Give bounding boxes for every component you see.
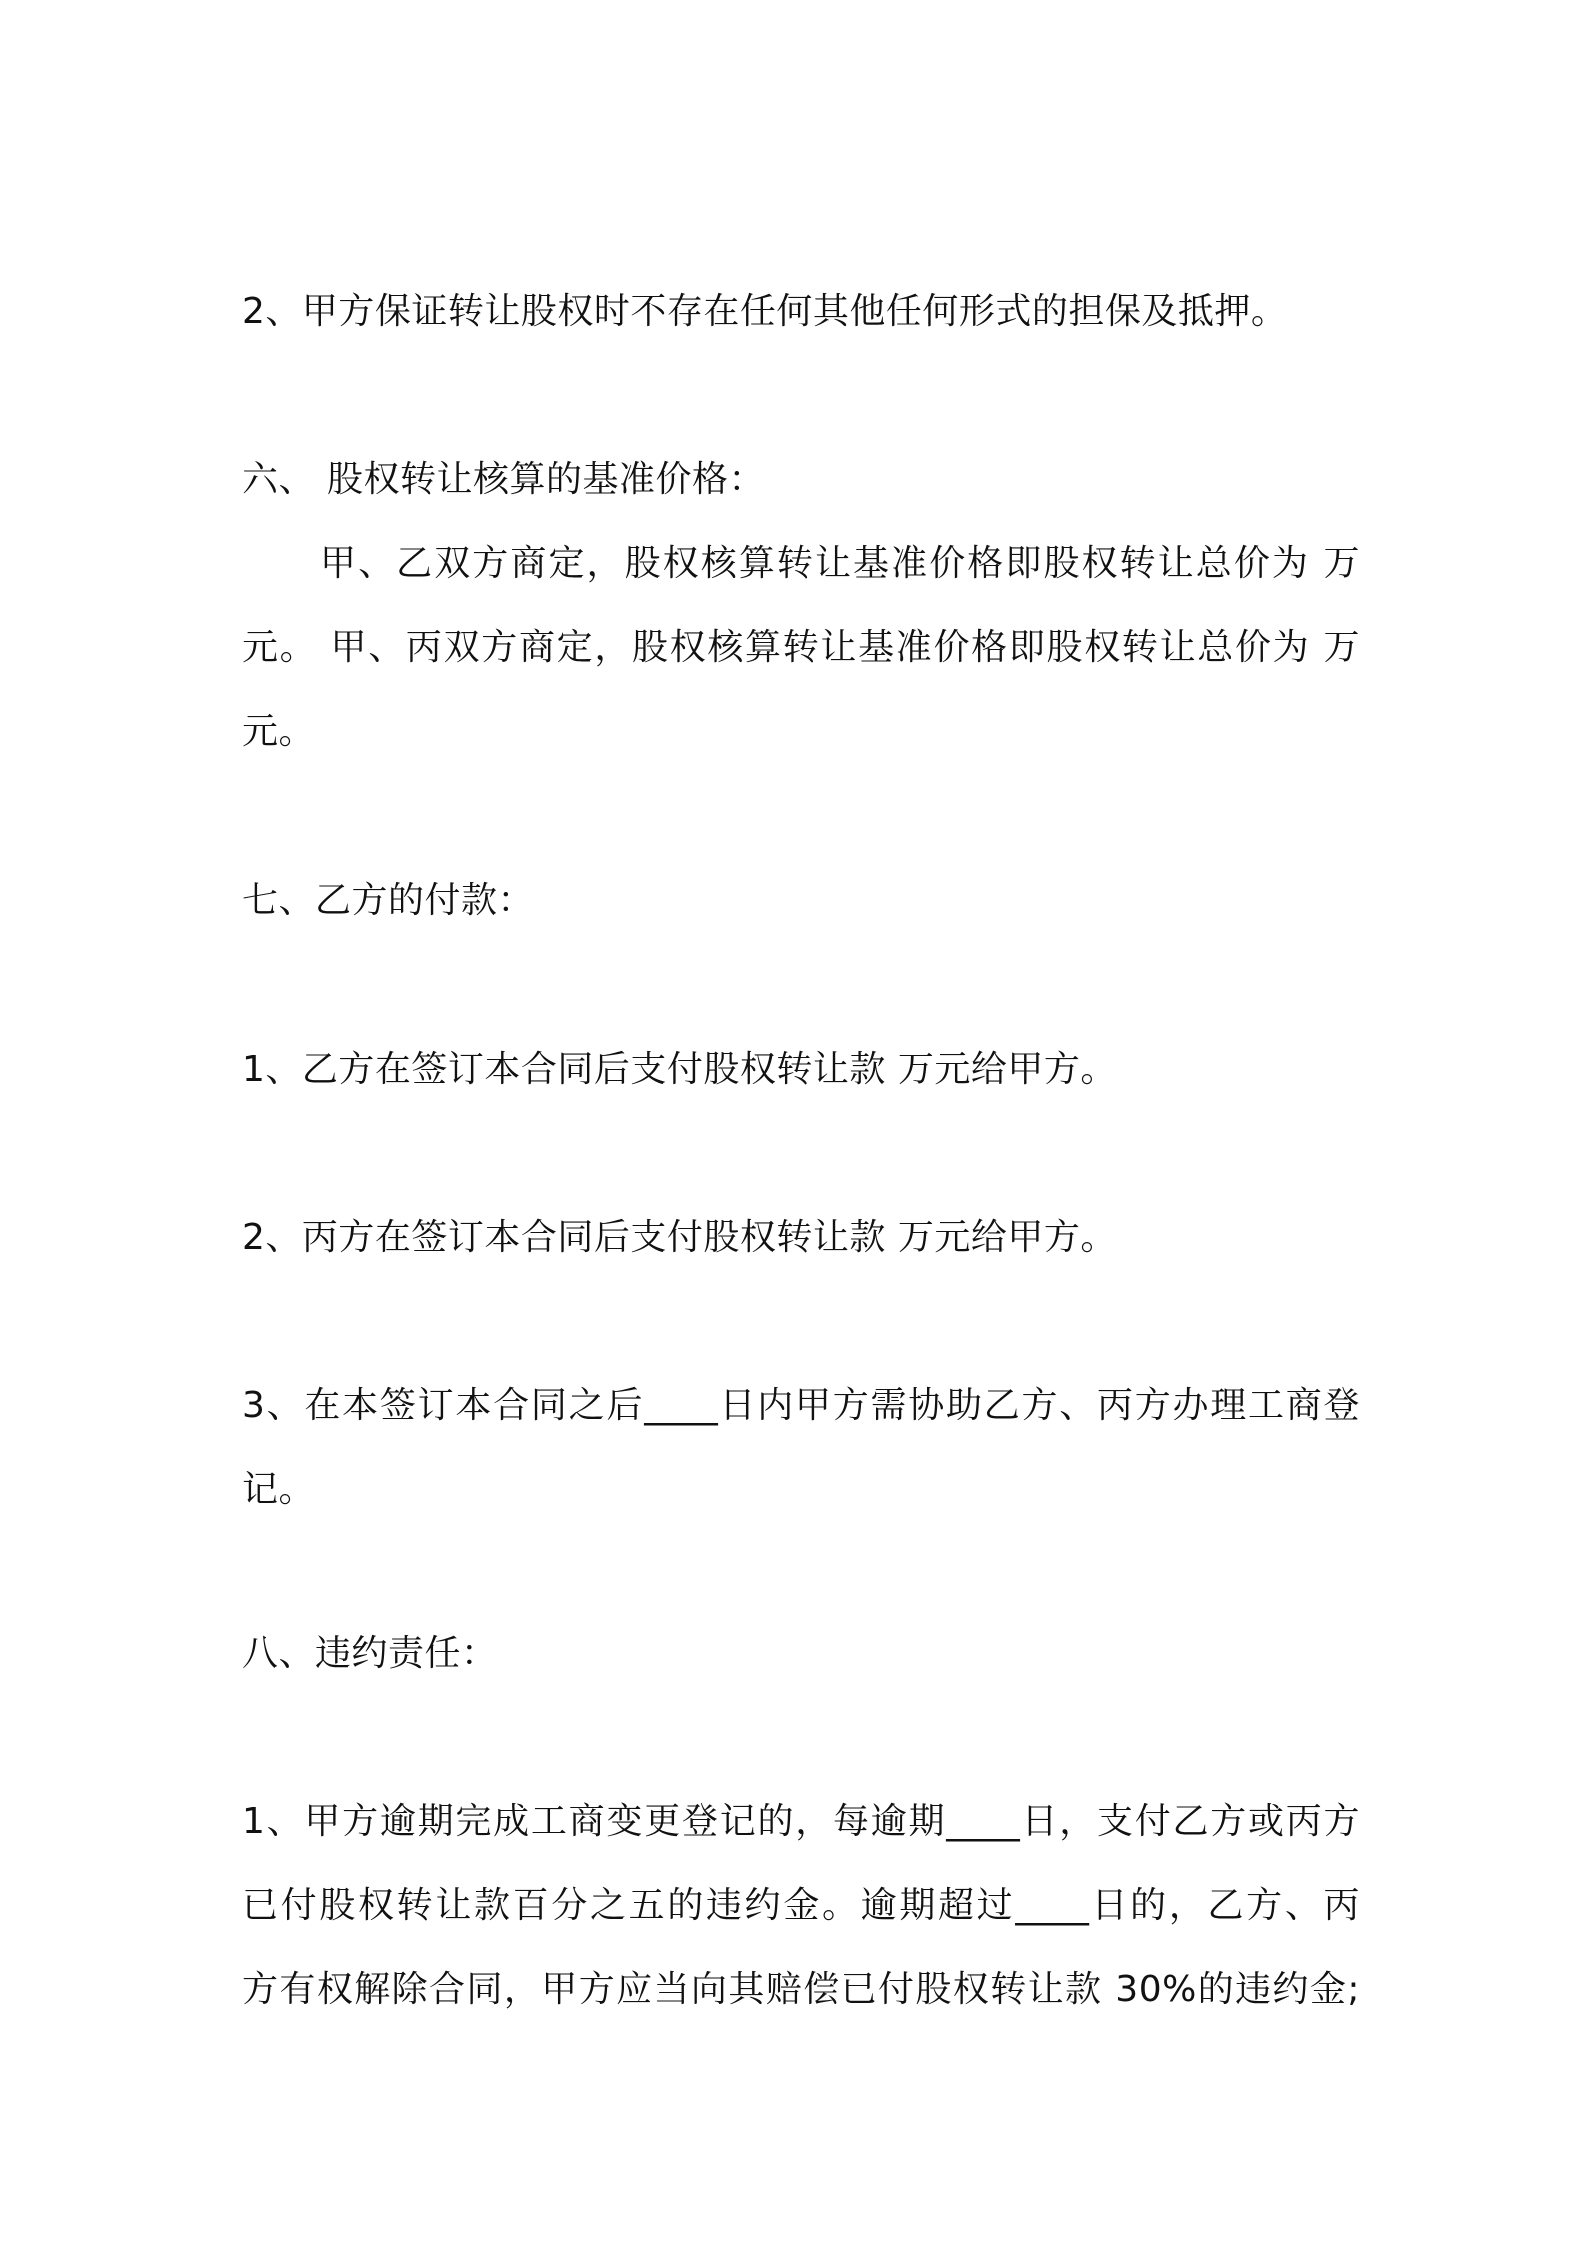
section-heading: 六、 股权转让核算的基准价格： [242, 459, 765, 500]
clause-line: 3、在本签订本合同之后____日内甲方需协助乙方、丙方办理工商登 [242, 1385, 1360, 1426]
clause-line: 2、丙方在签订本合同后支付股权转让款 万元给甲方。 [242, 1217, 1117, 1258]
clause-line: 1、乙方在签订本合同后支付股权转让款 万元给甲方。 [242, 1049, 1117, 1090]
paragraph-line: 甲、乙双方商定，股权核算转让基准价格即股权转让总价为 万 [320, 543, 1360, 584]
clause-line: 2、甲方保证转让股权时不存在任何其他任何形式的担保及抵押。 [242, 291, 1288, 332]
section-heading: 八、违约责任： [242, 1633, 498, 1674]
clause-line: 1、甲方逾期完成工商变更登记的，每逾期____日，支付乙方或丙方 [242, 1801, 1360, 1842]
paragraph-line: 元。 [242, 711, 316, 752]
clause-line: 方有权解除合同，甲方应当向其赔偿已付股权转让款 30%的违约金; [242, 1969, 1360, 2010]
section-heading: 七、乙方的付款： [242, 880, 535, 921]
paragraph-line: 元。 甲、丙双方商定，股权核算转让基准价格即股权转让总价为 万 [242, 627, 1360, 668]
clause-line: 已付股权转让款百分之五的违约金。逾期超过____日的，乙方、丙 [242, 1885, 1360, 1926]
clause-line: 记。 [242, 1469, 316, 1510]
